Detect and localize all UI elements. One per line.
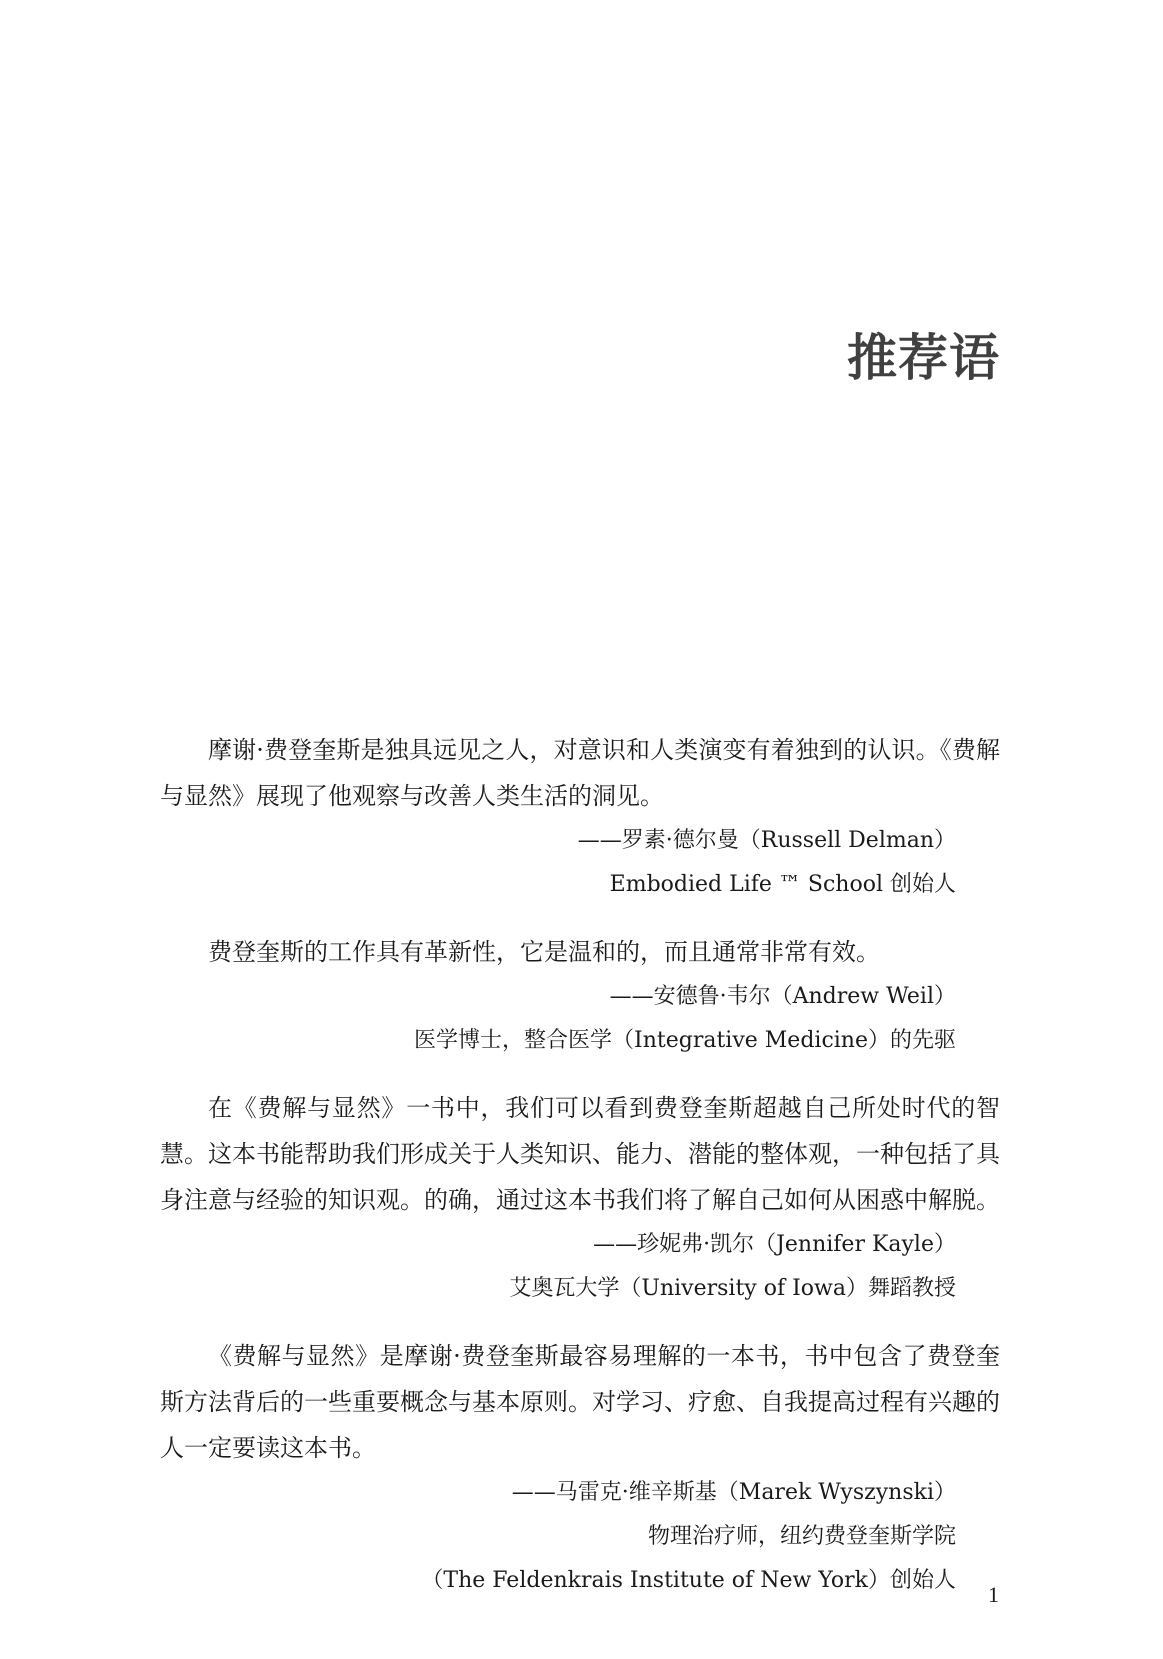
endorsement-quote: 摩谢·费登奎斯是独具远见之人，对意识和人类演变有着独到的认识。《费解与显然》展现了他观察与改善人类生活的洞见。 — [160, 736, 1000, 810]
endorsement-wyszynski — [160, 1333, 1000, 1603]
endorsement-author: ——珍妮弗·凯尔（Jennifer Kayle） — [593, 1232, 956, 1257]
endorsement-quote: 在《费解与显然》一书中，我们可以看到费登奎斯超越自己所处时代的智慧。这本书能帮助我们形成关于人类知识、能力、潜能的整体观，一种包括了具身注意与经验的知识观。的确，通过这本书我们将了解自己如何从困惑中解脱。 — [160, 1094, 1000, 1214]
endorsement-author-title: Embodied Life ™ School 创始人 — [609, 872, 956, 897]
page-number: 1 — [988, 1582, 999, 1607]
endorsement-author-title: 艾奥瓦大学（University of Iowa）舞蹈教授 — [509, 1276, 956, 1301]
endorsement-quote: 《费解与显然》是摩谢·费登奎斯最容易理解的一本书，书中包含了费登奎斯方法背后的一些重要概念与基本原则。对学习、疗愈、自我提高过程有兴趣的人一定要读这本书。 — [160, 1342, 1000, 1462]
endorsement-delman — [160, 727, 1000, 907]
endorsement-author: ——马雷克·维辛斯基（Marek Wyszynski） — [511, 1480, 956, 1505]
endorsement-weil — [160, 929, 1000, 1063]
endorsements-list — [160, 727, 1000, 1625]
page-title: 推荐语 — [847, 329, 1000, 387]
endorsement-author-title: 医学博士，整合医学（Integrative Medicine）的先驱 — [414, 1028, 956, 1053]
endorsement-author-affiliation: （The Feldenkrais Institute of New York）创始人 — [421, 1568, 956, 1593]
endorsement-kayle — [160, 1085, 1000, 1311]
endorsement-author: ——罗素·德尔曼（Russell Delman） — [577, 828, 956, 853]
endorsement-quote: 费登奎斯的工作具有革新性，它是温和的，而且通常非常有效。 — [208, 938, 880, 966]
endorsement-author-title: 物理治疗师，纽约费登奎斯学院 — [647, 1524, 956, 1549]
endorsement-author: ——安德鲁·韦尔（Andrew Weil） — [609, 984, 956, 1009]
